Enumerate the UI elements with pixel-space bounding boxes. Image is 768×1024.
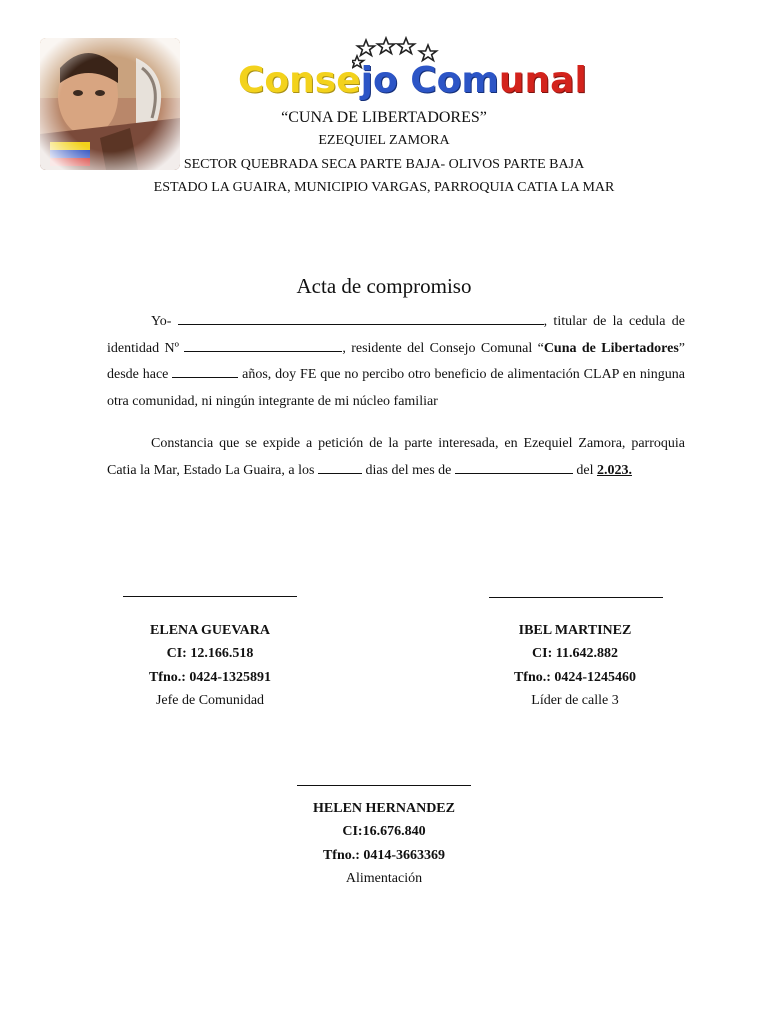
signatory-2 [455, 619, 695, 712]
signatory-ci: CI: 12.166.518 [166, 646, 254, 662]
signatory-role: Alimentación [345, 870, 423, 886]
signature-line-2 [489, 597, 663, 598]
signatory-name: IBEL MARTINEZ [518, 623, 632, 638]
years-blank [172, 363, 238, 378]
month-blank [455, 459, 573, 474]
signature-line-1 [123, 596, 297, 597]
signature-line-3 [297, 785, 471, 786]
header-portrait-image [40, 38, 180, 170]
signatory-3 [264, 797, 504, 890]
signatory-name: ELENA GUEVARA [150, 623, 270, 638]
header-line-4: ESTADO LA GUAIRA, MUNICIPIO VARGAS, PARROQUIA CATIA LA MAR [153, 180, 615, 195]
signatory-ci: CI: 11.642.882 [532, 646, 618, 662]
signatory-phone: Tfno.: 0424-1325891 [148, 669, 272, 685]
certification-paragraph: Constancia que se expide a petición de la parte interesada, en Ezequiel Zamora, parroquia Catia la Mar, Estado La Guaira, a los dias del mes de del 2.023. [107, 436, 685, 478]
commitment-paragraph: Yo- , titular de la cedula de identidad Nº , residente del Consejo Comunal “Cuna de Libertadores” desde hace años, doy FE que no percibo otro beneficio de alimentación CLAP en ninguna otra comunidad, ni ningún integrante de mi núcleo familiar [107, 309, 685, 415]
header-line-3: SECTOR QUEBRADA SECA PARTE BAJA- OLIVOS PARTE BAJA [183, 157, 585, 172]
consejo-comunal-logo: Consejo Comunal [238, 60, 587, 101]
signatory-phone: Tfno.: 0414-3663369 [322, 847, 446, 863]
signatory-phone: Tfno.: 0424-1245460 [513, 669, 637, 685]
signatory-1 [90, 619, 330, 712]
day-blank [318, 459, 362, 474]
signatory-role: Líder de calle 3 [531, 692, 619, 708]
name-blank [178, 310, 544, 325]
document-title: Acta de compromiso [296, 274, 472, 298]
signatory-name: HELEN HERNANDEZ [313, 801, 455, 816]
community-name: “CUNA DE LIBERTADORES” [281, 109, 487, 126]
year-value: 2.023. [596, 462, 632, 478]
signatory-ci: CI:16.676.840 [342, 824, 426, 840]
id-number-blank [184, 337, 342, 352]
signatory-role: Jefe de Comunidad [155, 692, 265, 708]
header-line-2: EZEQUIEL ZAMORA [318, 133, 450, 148]
